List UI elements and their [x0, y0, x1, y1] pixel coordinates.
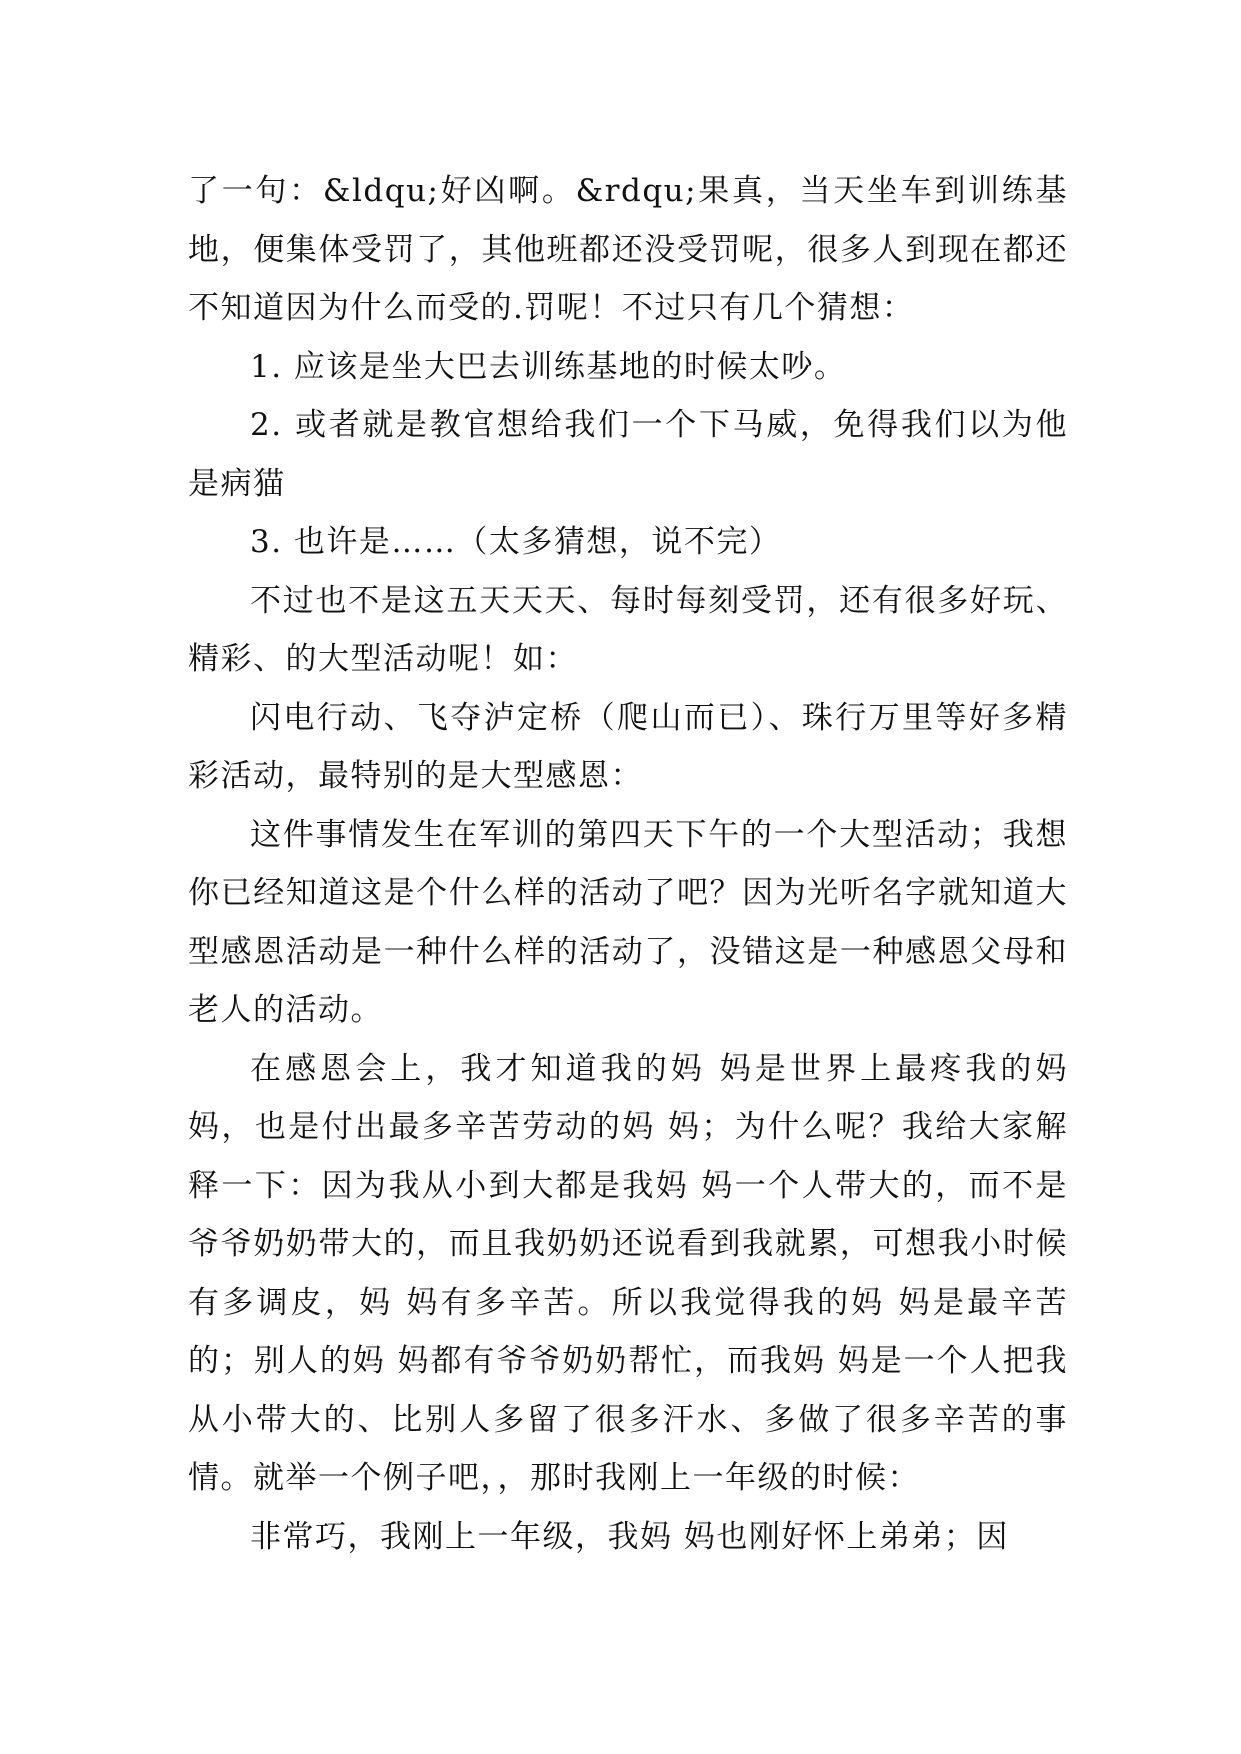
- paragraph-5: 不过也不是这五天天天、每时每刻受罚，还有很多好玩、精彩、的大型活动呢！如：: [188, 582, 1068, 677]
- paragraph-7: 这件事情发生在军训的第四天下午的一个大型活动；我想你已经知道这是个什么样的活动了吧？因为光听名字就知道大型感恩活动是一种什么样的活动了，没错这是一种感恩父母和老人的活动。: [188, 816, 1068, 1028]
- paragraph-3: 2. 或者就是教官想给我们一个下马威，免得我们以为他是病猫: [188, 407, 1068, 502]
- paragraph-1: 了一句：&ldqu;好凶啊。&rdqu;果真，当天坐车到训练基地，便集体受罚了，其他班都还没受罚呢，很多人到现在都还不知道因为什么而受的.罚呢！不过只有几个猜想：: [188, 173, 1068, 326]
- paragraph-2: 1. 应该是坐大巴去训练基地的时候太吵。: [250, 348, 847, 385]
- paragraph-9: 非常巧，我刚上一年级，我妈 妈也刚好怀上弟弟；因: [250, 1518, 1009, 1555]
- paragraph-4: 3. 也许是……（太多猜想，说不完）: [250, 524, 782, 560]
- document-body: [188, 162, 1068, 1566]
- paragraph-6: 闪电行动、飞夺泸定桥（爬山而已）、珠行万里等好多精彩活动，最特别的是大型感恩：: [188, 699, 1068, 794]
- paragraph-8: 在感恩会上，我才知道我的妈 妈是世界上最疼我的妈妈，也是付出最多辛苦劳动的妈 妈；为什么呢？我给大家解释一下：因为我从小到大都是我妈 妈一个人带大的，而不是爷爷奶奶带大的，而且我奶奶还说看到我就累，可想我小时候有多调皮，妈 妈有多辛苦。所以我觉得我的妈 妈是最辛苦的；别人的妈 妈都有爷爷奶奶帮忙，而我妈 妈是一个人把我从小带大的、比别人多留了很多汗水、多做了很多辛苦的事情。就举一个例子吧，，那时我刚上一年级的时候：: [188, 1050, 1068, 1496]
